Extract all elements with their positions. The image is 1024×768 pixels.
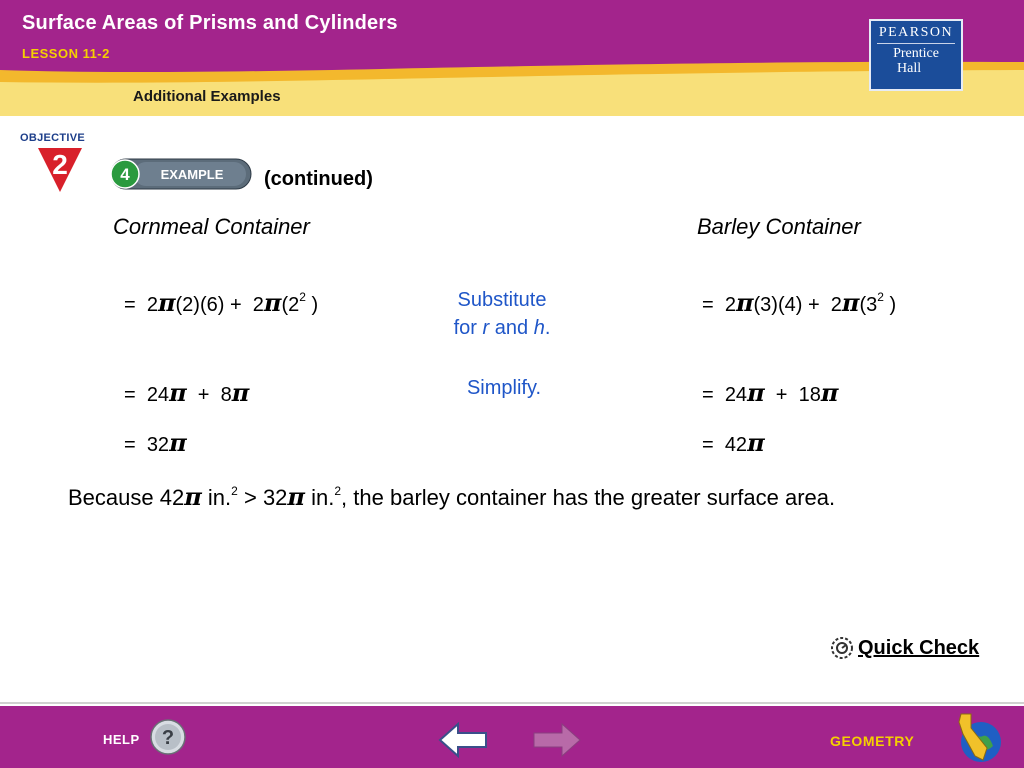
example-number: 4 bbox=[120, 165, 130, 184]
help-button[interactable] bbox=[150, 719, 186, 755]
quick-check-label: Quick Check bbox=[858, 636, 980, 659]
example-badge bbox=[110, 158, 252, 190]
section-subtitle: Additional Examples bbox=[133, 88, 281, 105]
footer-bar bbox=[0, 706, 1024, 768]
next-arrow-button[interactable] bbox=[532, 722, 582, 758]
footer-divider bbox=[0, 702, 1024, 704]
logo-line3: Hall bbox=[897, 61, 922, 76]
conclusion-text: Because 42π in.$^2$ > 32π in.$^2$, the barley container has the greater surface area. bbox=[68, 482, 836, 511]
objective-triangle-icon bbox=[20, 132, 92, 194]
continued-label: (continued) bbox=[264, 168, 373, 190]
substitute-note: Substitute for r and h. bbox=[453, 289, 551, 339]
objective-badge bbox=[20, 132, 92, 194]
california-globe-icon bbox=[953, 712, 1003, 764]
geometry-label: GEOMETRY bbox=[830, 733, 915, 749]
header-banner bbox=[0, 0, 1024, 116]
objective-number: 2 bbox=[52, 149, 68, 180]
page-title: Surface Areas of Prisms and Cylinders bbox=[22, 12, 398, 34]
cornmeal-line-1: = $2\pi(2)(6) + 2\pi(2^2$ ) bbox=[124, 288, 319, 317]
simplify-note: Simplify. bbox=[466, 377, 542, 399]
example-label: EXAMPLE bbox=[160, 167, 224, 182]
logo-line1: PEARSON bbox=[877, 25, 955, 44]
objective-label: OBJECTIVE bbox=[20, 132, 86, 144]
barley-line-1: = $2\pi(3)(4) + 2\pi(3^2$ ) bbox=[702, 288, 897, 317]
barley-title: Barley Container bbox=[697, 214, 861, 239]
pearson-logo bbox=[869, 19, 963, 91]
quick-check-link[interactable] bbox=[830, 636, 979, 660]
logo-line2: Prentice bbox=[893, 46, 939, 61]
cornmeal-title: Cornmeal Container bbox=[113, 214, 310, 239]
cornmeal-line-3: = 32π bbox=[124, 428, 187, 457]
back-arrow-button[interactable] bbox=[438, 722, 488, 758]
help-label: HELP bbox=[103, 732, 140, 747]
barley-line-2: = 24π + 18π bbox=[702, 378, 839, 407]
cornmeal-line-2: = 24π + 8π bbox=[124, 378, 250, 407]
lesson-label: LESSON 11-2 bbox=[22, 46, 110, 61]
quick-check-icon bbox=[830, 636, 854, 660]
svg-text:?: ? bbox=[161, 727, 175, 749]
barley-line-3: = 42π bbox=[702, 428, 765, 457]
